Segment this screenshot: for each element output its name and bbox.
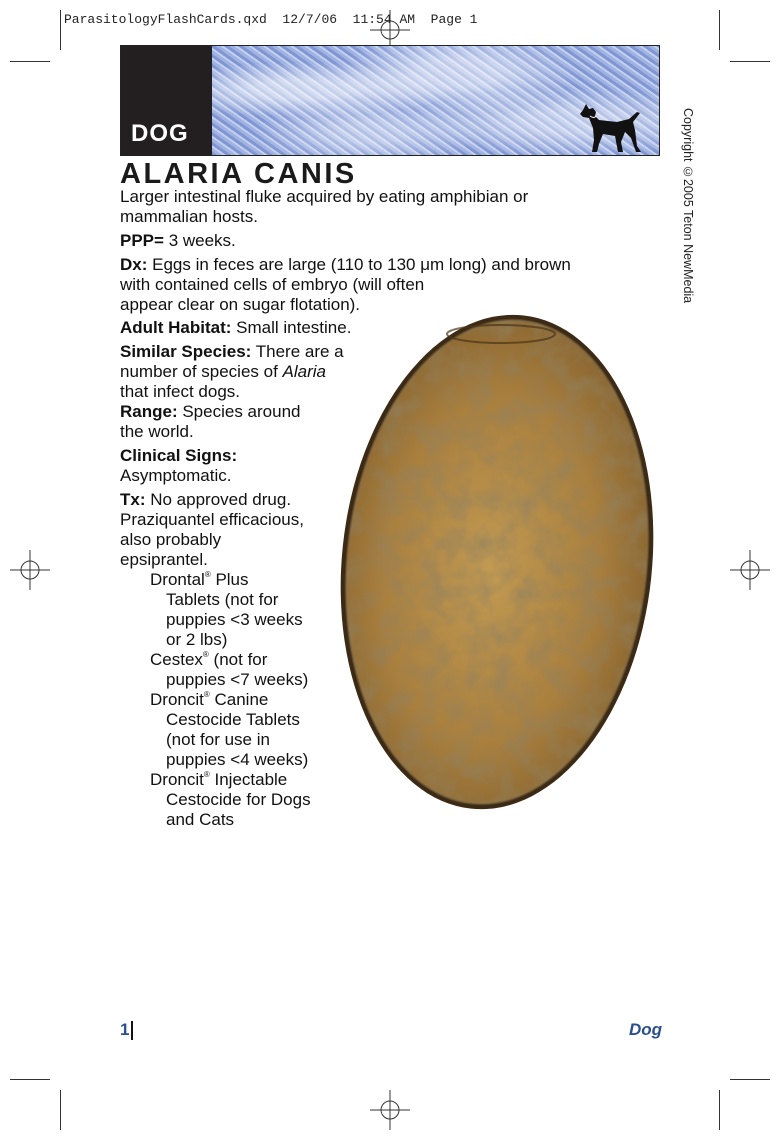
crop-mark [719, 1090, 720, 1130]
clinical-signs-label: Clinical Signs: [120, 446, 238, 465]
description-line: Larger intestinal fluke acquired by eating amphibian or [120, 187, 529, 206]
footer-category: Dog [628, 1020, 662, 1039]
crop-mark [730, 61, 770, 62]
similar-species-text: There are a [251, 342, 344, 361]
treatment-label: Tx: [120, 490, 146, 509]
similar-species-entry [120, 342, 571, 402]
range-entry [120, 402, 571, 442]
drug-name: Droncit [150, 770, 204, 789]
drug-note: and Cats [166, 810, 235, 829]
drug-name-rest: Plus [210, 570, 249, 589]
clinical-signs-entry [120, 446, 571, 486]
crop-mark [10, 61, 50, 62]
drug-name-rest: Injectable [209, 770, 288, 789]
drug-name: Droncit [150, 690, 204, 709]
registration-mark-icon [10, 550, 50, 590]
treatment-text: epsiprantel. [120, 550, 208, 569]
ppp-label: PPP= [120, 231, 164, 250]
drug-note: or 2 lbs) [166, 630, 228, 649]
ppp-entry [120, 231, 571, 251]
range-label: Range: [120, 402, 178, 421]
category-label: DOG [131, 120, 189, 147]
crop-mark [60, 1090, 61, 1130]
drug-name-rest: Canine [209, 690, 269, 709]
drug-note: Tablets (not for [166, 590, 279, 609]
treatment-text: also probably [120, 530, 222, 549]
treatment-entry [120, 490, 571, 570]
registered-mark: ® [204, 570, 211, 579]
file-slug: ParasitologyFlashCards.qxd 12/7/06 11:54 AM Page 1 [64, 12, 478, 27]
drug-note: puppies <3 weeks [166, 610, 303, 629]
drug-item [120, 570, 571, 650]
registered-mark: ® [203, 690, 210, 699]
category-block [121, 46, 212, 156]
drug-name: Cestex [150, 650, 203, 669]
habitat-label: Adult Habitat: [120, 318, 232, 337]
drug-note: puppies <7 weeks) [166, 670, 309, 689]
dx-text: with contained cells of embryo (will often [120, 275, 425, 294]
drug-note: Cestocide for Dogs [166, 790, 311, 809]
drug-note: puppies <4 weeks) [166, 750, 309, 769]
registered-mark: ® [203, 770, 210, 779]
drug-list [120, 570, 571, 830]
card-body [120, 187, 571, 830]
treatment-text: Praziquantel efficacious, [120, 510, 304, 529]
crop-mark [60, 10, 61, 50]
treatment-text: No approved drug. [145, 490, 292, 509]
dx-entry [120, 255, 571, 315]
crop-mark [10, 1079, 50, 1080]
dx-text: Eggs in feces are large (110 to 130 μm long) and brown [147, 255, 571, 274]
drug-note: Cestocide Tablets [166, 710, 300, 729]
dx-label: Dx: [120, 255, 148, 274]
drug-name-rest: (not for [208, 650, 268, 669]
drug-name: Drontal [150, 570, 205, 589]
ppp-value: 3 weeks. [168, 231, 236, 250]
crop-mark [719, 10, 720, 50]
drug-item [120, 650, 571, 690]
crop-mark [730, 1079, 770, 1080]
copyright-notice: Copyright ©2005 Teton NewMedia [681, 108, 695, 304]
dog-silhouette-icon [577, 102, 645, 154]
registration-mark-icon [370, 10, 410, 50]
range-text: the world. [120, 422, 194, 441]
registered-mark: ® [202, 650, 209, 659]
similar-species-text: number of species of [120, 362, 283, 381]
habitat-value: Small intestine. [231, 318, 352, 337]
category-header [120, 45, 660, 156]
range-text: Species around [177, 402, 301, 421]
description-line: mammalian hosts. [120, 207, 258, 226]
dx-text: appear clear on sugar flotation). [120, 295, 361, 314]
drug-item [120, 770, 571, 830]
similar-species-text: that infect dogs. [120, 382, 241, 401]
drug-item [120, 690, 571, 770]
habitat-entry [120, 318, 571, 338]
page-title: ALARIA CANIS [120, 158, 357, 190]
genus-name: Alaria [282, 362, 326, 381]
registration-mark-icon [370, 1090, 410, 1130]
registration-mark-icon [730, 550, 770, 590]
footer-divider [131, 1021, 133, 1040]
similar-species-label: Similar Species: [120, 342, 252, 361]
page-number: 1 [120, 1020, 130, 1039]
clinical-signs-text: Asymptomatic. [120, 466, 232, 485]
drug-note: (not for use in [166, 730, 270, 749]
description [120, 187, 571, 227]
